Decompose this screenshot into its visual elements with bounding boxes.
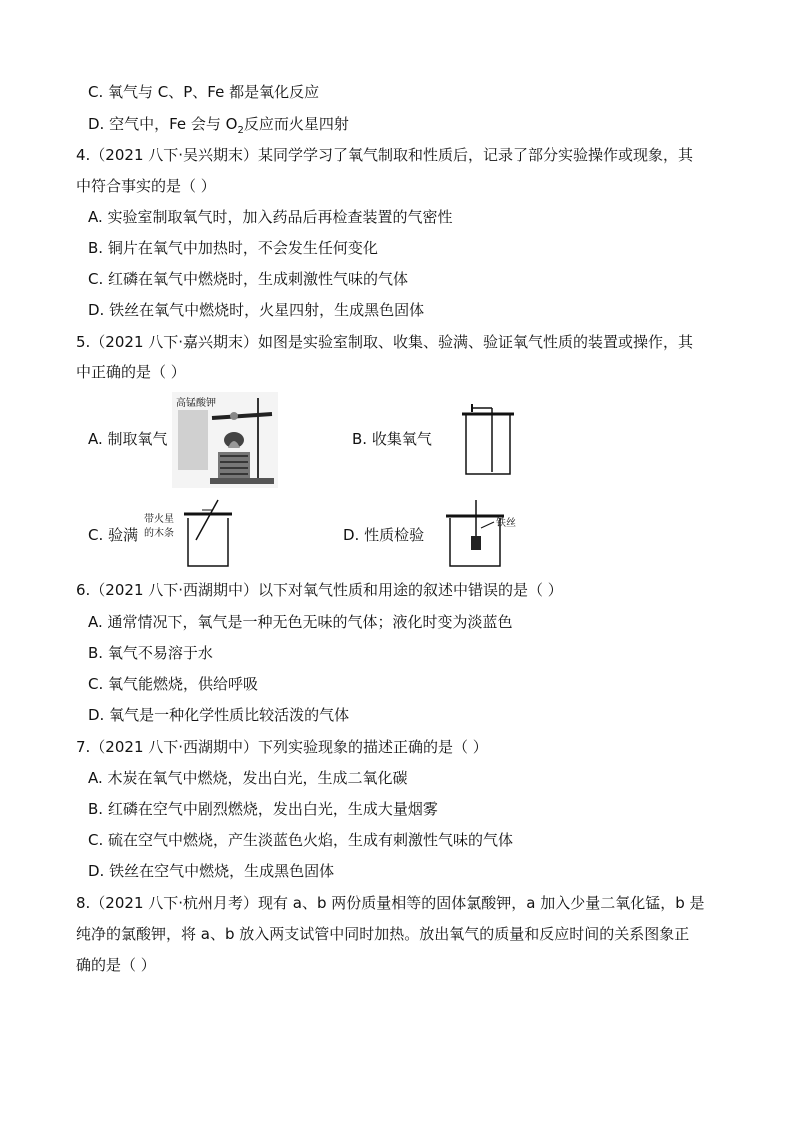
q4-option-a: A. 实验室制取氧气时，加入药品后再检查装置的气密性	[88, 208, 453, 226]
q5-option-b-label: B. 收集氧气	[352, 430, 432, 448]
q7-option-d: D. 铁丝在空气中燃烧，生成黑色固体	[88, 862, 335, 880]
q5-figure-d-iron-wire-test	[438, 498, 538, 570]
q6-stem: 6.（2021 八下·西湖期中）以下对氧气性质和用途的叙述中错误的是（ ）	[76, 581, 563, 599]
q5-figure-b-gas-collection-bottle	[458, 402, 518, 478]
q6-option-a: A. 通常情况下，氧气是一种无色无味的气体；液化时变为淡蓝色	[88, 613, 513, 631]
q8-stem-line-3: 确的是（ ）	[76, 956, 156, 974]
q5-option-d-label: D. 性质检验	[343, 526, 425, 544]
q4-option-c: C. 红磷在氧气中燃烧时，生成刺激性气味的气体	[88, 270, 409, 288]
q7-stem: 7.（2021 八下·西湖期中）下列实验现象的描述正确的是（ ）	[76, 738, 488, 756]
q8-stem-line-2: 纯净的氯酸钾，将 a、b 放入两支试管中同时加热。放出氧气的质量和反应时间的关系图象正	[76, 925, 690, 943]
q5-figure-a-label: 高锰酸钾	[176, 398, 216, 409]
q3-option-d-subscript: 2	[237, 125, 244, 136]
q3-option-d-pre: D. 空气中，Fe 会与 O	[88, 115, 238, 133]
q7-option-b: B. 红磷在空气中剧烈燃烧，发出白光，生成大量烟雾	[88, 800, 438, 818]
q5-figure-c-label-2: 的木条	[144, 528, 174, 539]
q6-option-c: C. 氧气能燃烧，供给呼吸	[88, 675, 259, 693]
q5-figure-c-label-1: 带火星	[144, 514, 174, 525]
q8-stem-line-1: 8.（2021 八下·杭州月考）现有 a、b 两份质量相等的固体氯酸钾，a 加入少量二氧化锰，b 是	[76, 894, 705, 912]
q7-option-a: A. 木炭在氧气中燃烧，发出白光，生成二氧化碳	[88, 769, 408, 787]
q5-figure-a-heating-apparatus	[172, 392, 278, 488]
q6-option-b: B. 氧气不易溶于水	[88, 644, 213, 662]
q4-option-d: D. 铁丝在氧气中燃烧时，火星四射，生成黑色固体	[88, 301, 425, 319]
q4-stem-line-2: 中符合事实的是（ ）	[76, 177, 216, 195]
q3-option-c: C. 氧气与 C、P、Fe 都是氧化反应	[88, 83, 320, 101]
q5-stem-line-1: 5.（2021 八下·嘉兴期末）如图是实验室制取、收集、验满、验证氧气性质的装置或操作，其	[76, 333, 694, 351]
q3-option-d-post: 反应而火星四射	[243, 115, 349, 133]
q3-option-d	[88, 114, 349, 141]
q5-figure-c-fullness-test	[140, 496, 236, 570]
q7-option-c: C. 硫在空气中燃烧，产生淡蓝色火焰，生成有刺激性气味的气体	[88, 831, 514, 849]
q4-stem-line-1: 4.（2021 八下·吴兴期末）某同学学习了氧气制取和性质后，记录了部分实验操作或现象，其	[76, 146, 694, 164]
q5-figure-d-label: 铁丝	[496, 518, 516, 529]
q5-stem-line-2: 中正确的是（ ）	[76, 363, 186, 381]
q5-option-c-label: C. 验满	[88, 526, 139, 544]
q4-option-b: B. 铜片在氧气中加热时，不会发生任何变化	[88, 239, 378, 257]
q5-option-a-label: A. 制取氧气	[88, 430, 168, 448]
q6-option-d: D. 氧气是一种化学性质比较活泼的气体	[88, 706, 350, 724]
